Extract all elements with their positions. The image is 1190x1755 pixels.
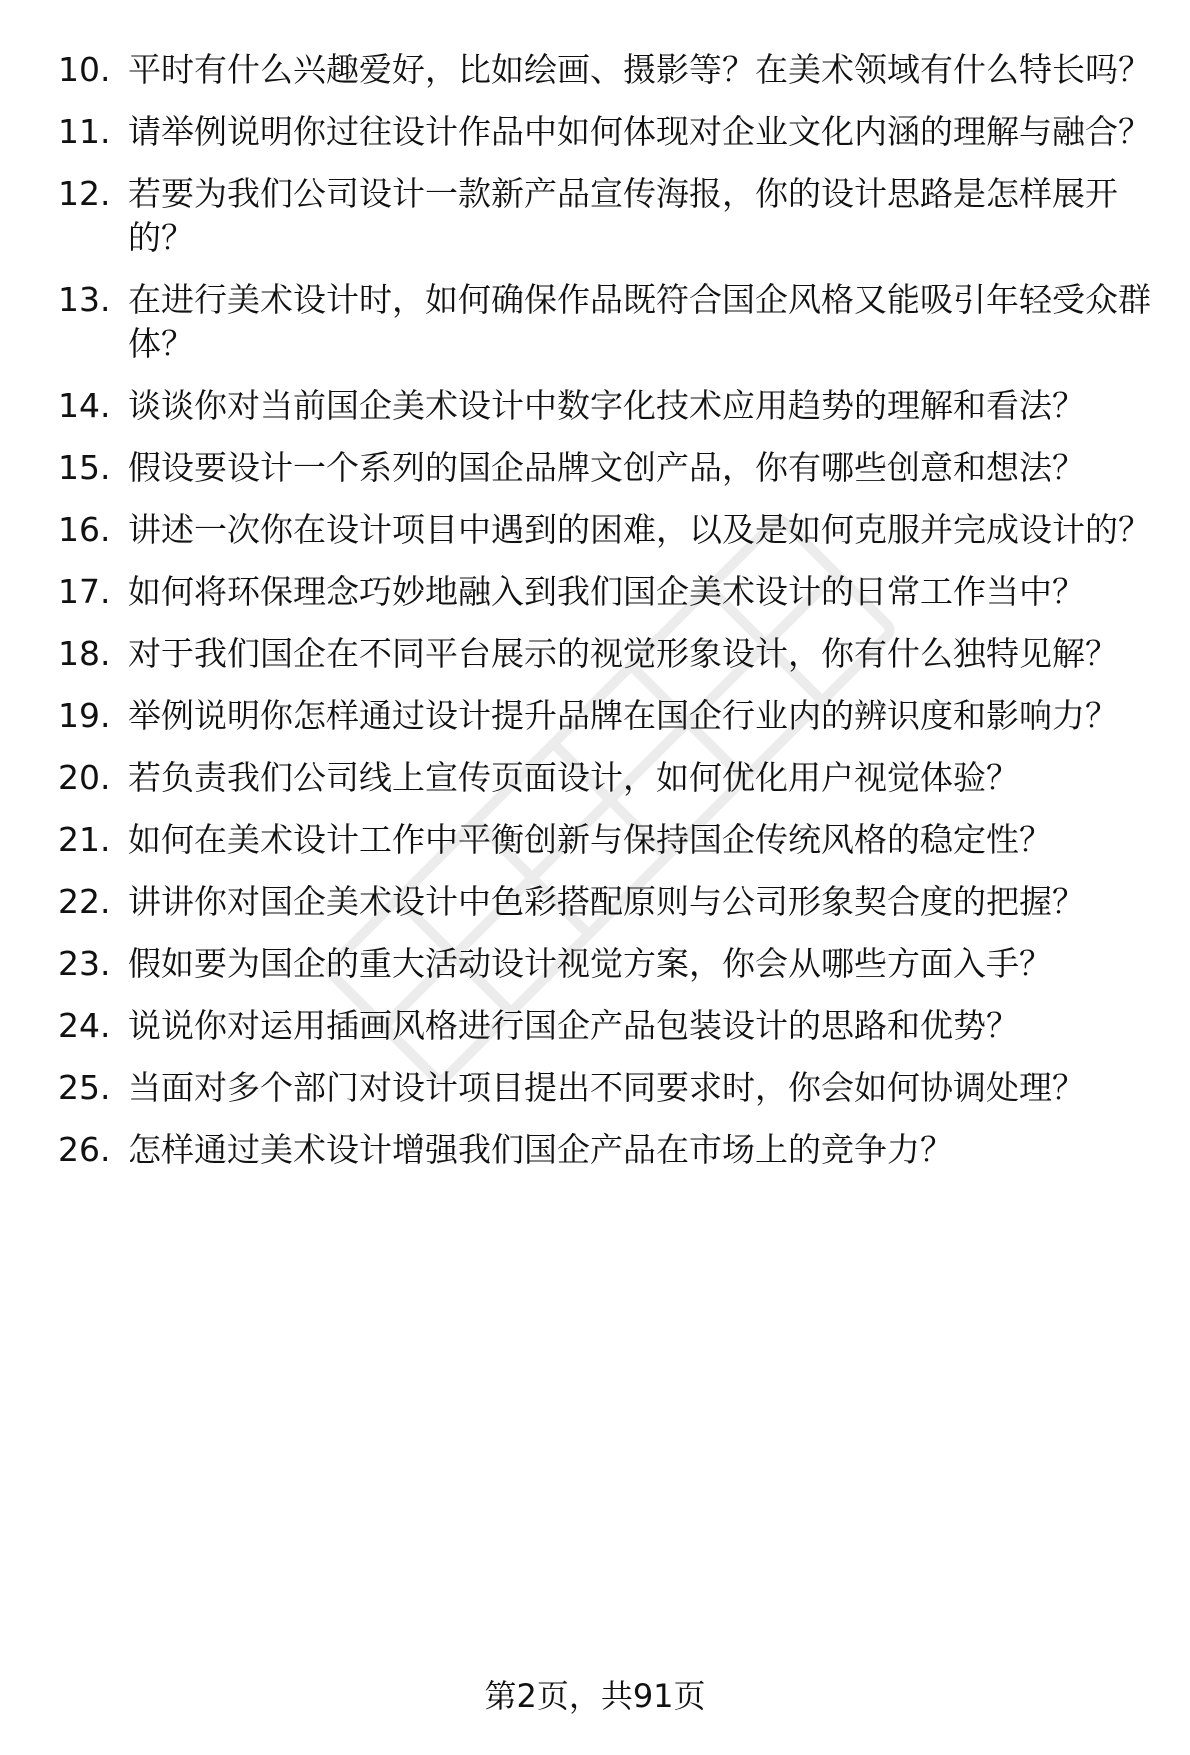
question-text: 若要为我们公司设计一款新产品宣传海报，你的设计思路是怎样展开的？ <box>128 174 1118 257</box>
question-number: 22. <box>58 882 111 921</box>
question-number: 10. <box>58 50 111 89</box>
question-number: 21. <box>58 820 111 859</box>
question-item <box>58 110 1158 154</box>
question-item <box>58 818 1158 862</box>
question-text: 讲讲你对国企美术设计中色彩搭配原则与公司形象契合度的把握？ <box>128 882 1085 921</box>
question-text: 若负责我们公司线上宣传页面设计，如何优化用户视觉体验？ <box>128 758 1019 797</box>
question-number: 19. <box>58 696 111 735</box>
question-item <box>58 880 1158 924</box>
question-number: 20. <box>58 758 111 797</box>
question-text: 怎样通过美术设计增强我们国企产品在市场上的竞争力？ <box>128 1130 953 1169</box>
question-item <box>58 48 1158 92</box>
question-item <box>58 446 1158 490</box>
page-number: 第2页，共91页 <box>484 1677 706 1715</box>
question-item <box>58 1066 1158 1110</box>
question-text: 说说你对运用插画风格进行国企产品包装设计的思路和优势？ <box>128 1006 1019 1045</box>
question-item <box>58 1128 1158 1172</box>
question-number: 23. <box>58 944 111 983</box>
question-text: 假设要设计一个系列的国企品牌文创产品，你有哪些创意和想法？ <box>128 448 1085 487</box>
question-number: 13. <box>58 280 111 319</box>
question-number: 26. <box>58 1130 111 1169</box>
question-text: 如何将环保理念巧妙地融入到我们国企美术设计的日常工作当中？ <box>128 572 1085 611</box>
question-text: 平时有什么兴趣爱好，比如绘画、摄影等？在美术领域有什么特长吗？ <box>128 50 1151 89</box>
question-item <box>58 384 1158 428</box>
question-item <box>58 278 1158 366</box>
question-number: 16. <box>58 510 111 549</box>
question-text: 当面对多个部门对设计项目提出不同要求时，你会如何协调处理？ <box>128 1068 1085 1107</box>
question-number: 18. <box>58 634 111 673</box>
question-number: 12. <box>58 174 111 213</box>
question-item <box>58 694 1158 738</box>
question-item <box>58 942 1158 986</box>
question-text: 在进行美术设计时，如何确保作品既符合国企风格又能吸引年轻受众群体？ <box>128 280 1151 363</box>
question-item <box>58 172 1158 260</box>
question-list <box>58 48 1158 1190</box>
question-text: 讲述一次你在设计项目中遇到的困难，以及是如何克服并完成设计的？ <box>128 510 1151 549</box>
question-number: 25. <box>58 1068 111 1107</box>
question-number: 14. <box>58 386 111 425</box>
question-item <box>58 570 1158 614</box>
question-item <box>58 508 1158 552</box>
question-text: 假如要为国企的重大活动设计视觉方案，你会从哪些方面入手？ <box>128 944 1052 983</box>
question-text: 如何在美术设计工作中平衡创新与保持国企传统风格的稳定性？ <box>128 820 1052 859</box>
question-number: 11. <box>58 112 111 151</box>
question-text: 请举例说明你过往设计作品中如何体现对企业文化内涵的理解与融合？ <box>128 112 1151 151</box>
question-text: 对于我们国企在不同平台展示的视觉形象设计，你有什么独特见解？ <box>128 634 1118 673</box>
question-number: 15. <box>58 448 111 487</box>
question-item <box>58 756 1158 800</box>
question-number: 24. <box>58 1006 111 1045</box>
question-text: 举例说明你怎样通过设计提升品牌在国企行业内的辨识度和影响力？ <box>128 696 1118 735</box>
question-number: 17. <box>58 572 111 611</box>
question-text: 谈谈你对当前国企美术设计中数字化技术应用趋势的理解和看法？ <box>128 386 1085 425</box>
question-item <box>58 632 1158 676</box>
question-item <box>58 1004 1158 1048</box>
